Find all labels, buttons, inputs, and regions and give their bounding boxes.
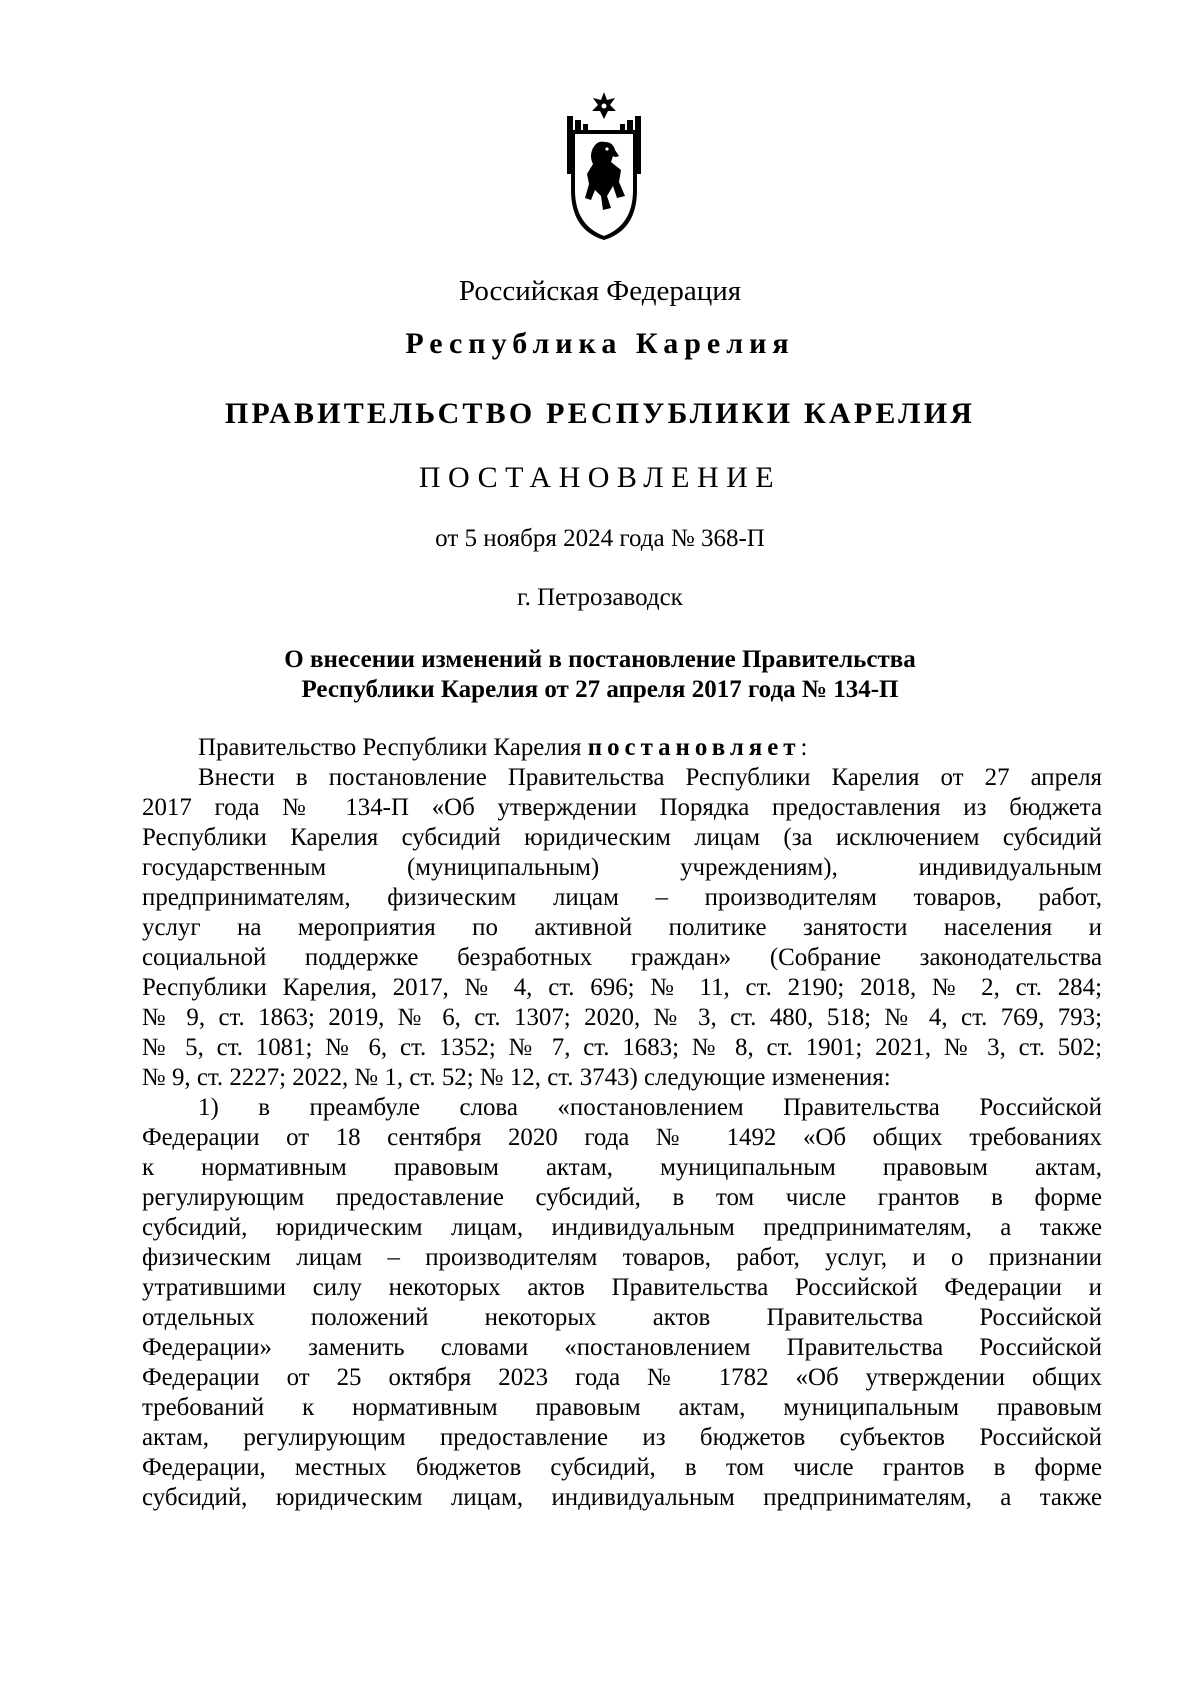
document-title (0, 645, 1200, 705)
paragraph-line: Внести в постановление Правительства Республики Карелия от 27 апреля (198, 764, 1102, 791)
paragraph-line: № 9, ст. 1863; 2019, № 6, ст. 1307; 2020, № 3, ст. 480, 518; № 4, ст. 769, 793; (142, 1004, 1102, 1031)
paragraph-line: отдельных положений некоторых актов Правительства Российской (142, 1304, 1102, 1331)
emblem-of-karelia-icon (563, 90, 645, 242)
preamble (142, 733, 1102, 763)
paragraph-line: требований к нормативным правовым актам, муниципальным правовым (142, 1394, 1102, 1421)
paragraph-line: физическим лицам – производителям товаров, работ, услуг, и о признании (142, 1244, 1102, 1271)
document-title-line: О внесении изменений в постановление Правительства (284, 646, 916, 673)
paragraph-line: регулирующим предоставление субсидий, в том числе грантов в форме (142, 1184, 1102, 1211)
country-name: Российская Федерация (458, 275, 742, 307)
paragraph-line: услуг на мероприятия по активной политике занятости населения и (142, 914, 1102, 941)
paragraph-item-1 (142, 1093, 1102, 1513)
paragraph-line: субсидий, юридическим лицам, индивидуальным предпринимателям, а также (142, 1484, 1102, 1511)
document-title-line: Республики Карелия от 27 апреля 2017 года № 134-П (301, 676, 899, 703)
preamble-suffix: : (800, 734, 808, 761)
paragraph-line: предпринимателям, физическим лицам – производителям товаров, работ, (142, 884, 1102, 911)
preamble-keyword: постановляет (587, 734, 801, 761)
preamble-line (142, 733, 1102, 763)
paragraph-line: государственным (муниципальным) учреждениям), индивидуальным (142, 854, 1102, 881)
paragraph-line: № 9, ст. 2227; 2022, № 1, ст. 52; № 12, ст. 3743) следующие изменения: (142, 1064, 891, 1091)
paragraph-line: Федерации от 18 сентября 2020 года № 1492 «Об общих требованиях (142, 1124, 1102, 1151)
paragraph-line: социальной поддержке безработных граждан» (Собрание законодательства (142, 944, 1102, 971)
paragraph-line: Федерации, местных бюджетов субсидий, в том числе грантов в форме (142, 1454, 1102, 1481)
paragraph-line: актам, регулирующим предоставление из бюджетов субъектов Российской (142, 1424, 1102, 1451)
document-type: ПОСТАНОВЛЕНИЕ (418, 461, 782, 494)
preamble-prefix: Правительство Республики Карелия (198, 734, 588, 761)
paragraph-line: Федерации» заменить словами «постановлением Правительства Российской (142, 1334, 1102, 1361)
paragraph-line: утратившими силу некоторых актов Правительства Российской Федерации и (142, 1274, 1102, 1301)
paragraph-line: субсидий, юридическим лицам, индивидуальным предпринимателям, а также (142, 1214, 1102, 1241)
paragraph-line: 2017 года № 134-П «Об утверждении Порядка предоставления из бюджета (142, 794, 1102, 821)
paragraph-amendments-intro (142, 763, 1102, 1093)
document-city: г. Петрозаводск (517, 584, 683, 611)
region-name: Республика Карелия (405, 327, 795, 360)
paragraph-line: Республики Карелия субсидий юридическим лицам (за исключением субсидий (142, 824, 1102, 851)
document-body (142, 733, 1102, 1513)
document-date-number: от 5 ноября 2024 года № 368-П (435, 525, 765, 552)
paragraph-line: 1) в преамбуле слова «постановлением Правительства Российской (198, 1094, 1102, 1121)
paragraph-line: Федерации от 25 октября 2023 года № 1782 «Об утверждении общих (142, 1364, 1102, 1391)
paragraph-line: № 5, ст. 1081; № 6, ст. 1352; № 7, ст. 1683; № 8, ст. 1901; 2021, № 3, ст. 502; (142, 1034, 1102, 1061)
authority-name: ПРАВИТЕЛЬСТВО РЕСПУБЛИКИ КАРЕЛИЯ (224, 397, 976, 430)
paragraph-line: Республики Карелия, 2017, № 4, ст. 696; № 11, ст. 2190; 2018, № 2, ст. 284; (142, 974, 1102, 1001)
paragraph-line: к нормативным правовым актам, муниципальным правовым актам, (142, 1154, 1102, 1181)
